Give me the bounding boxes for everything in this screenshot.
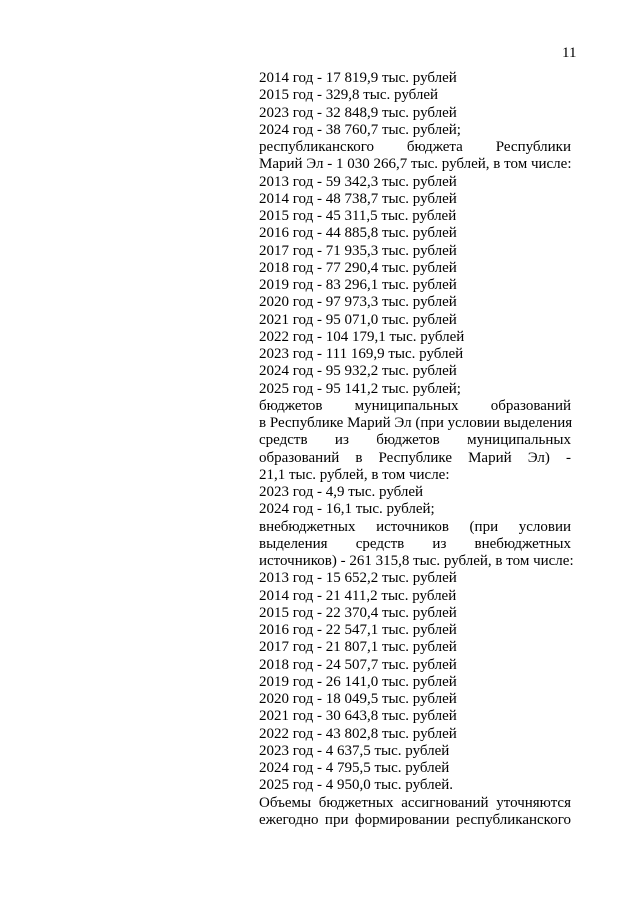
text-line: 2018 год - 77 290,4 тыс. рублей xyxy=(259,259,457,276)
text-line: 2023 год - 111 169,9 тыс. рублей xyxy=(259,346,464,362)
text-line: 2024 год - 16,1 тыс. рублей; xyxy=(259,501,435,518)
text-line: внебюджетных источников (при условии xyxy=(259,518,571,535)
text-line: Марий Эл - 1 030 266,7 тыс. рублей, в том числе: xyxy=(259,156,572,173)
text-line: 2019 год - 26 141,0 тыс. рублей xyxy=(259,673,457,690)
text-line: 2025 год - 4 950,0 тыс. рублей. xyxy=(259,777,454,794)
text-line: 2022 год - 104 179,1 тыс. рублей xyxy=(259,328,465,345)
text-line: 2014 год - 21 411,2 тыс. рублей xyxy=(259,587,457,604)
text-line: 2016 год - 44 885,8 тыс. рублей xyxy=(259,225,457,242)
text-line: 2013 год - 15 652,2 тыс. рублей xyxy=(259,570,457,587)
text-line: 2020 год - 18 049,5 тыс. рублей xyxy=(259,691,457,707)
text-line: Объемы бюджетных ассигнований уточняются xyxy=(259,794,571,811)
text-line: средств из бюджетов муниципальных xyxy=(259,432,571,449)
text-line: 21,1 тыс. рублей, в том числе: xyxy=(259,466,450,483)
text-line: 2023 год - 32 848,9 тыс. рублей xyxy=(259,104,457,121)
text-line: выделения средств из внебюджетных xyxy=(259,535,571,552)
text-line: 2017 год - 21 807,1 тыс. рублей xyxy=(259,639,457,656)
document-text-block xyxy=(259,70,574,829)
text-line: 2021 год - 95 071,0 тыс. рублей xyxy=(259,311,457,328)
text-line: 2015 год - 45 311,5 тыс. рублей xyxy=(259,208,457,224)
text-line: 2015 год - 329,8 тыс. рублей xyxy=(259,87,439,104)
text-line: 2024 год - 4 795,5 тыс. рублей xyxy=(259,760,450,776)
text-line: 2023 год - 4 637,5 тыс. рублей xyxy=(259,742,450,759)
text-line: 2015 год - 22 370,4 тыс. рублей xyxy=(259,604,457,621)
page-number: 11 xyxy=(562,45,577,61)
text-line: 2025 год - 95 141,2 тыс. рублей; xyxy=(259,380,461,397)
text-line: республиканского бюджета Республики xyxy=(259,139,571,155)
text-line: 2013 год - 59 342,3 тыс. рублей xyxy=(259,173,457,190)
text-line: 2019 год - 83 296,1 тыс. рублей xyxy=(259,277,457,293)
text-line: в Республике Марий Эл (при условии выделения xyxy=(259,415,573,431)
text-line: 2022 год - 43 802,8 тыс. рублей xyxy=(259,725,457,742)
text-line: бюджетов муниципальных образований xyxy=(259,397,571,414)
text-line: 2014 год - 17 819,9 тыс. рублей xyxy=(259,70,457,86)
text-line: образований в Республике Марий Эл) - xyxy=(259,449,571,466)
text-line: 2017 год - 71 935,3 тыс. рублей xyxy=(259,242,457,259)
text-line: ежегодно при формировании республиканского xyxy=(259,811,571,828)
text-line: 2023 год - 4,9 тыс. рублей xyxy=(259,484,424,500)
text-line: 2024 год - 95 932,2 тыс. рублей xyxy=(259,363,457,380)
text-line: источников) - 261 315,8 тыс. рублей, в том числе: xyxy=(259,553,574,569)
text-line: 2016 год - 22 547,1 тыс. рублей xyxy=(259,622,457,638)
text-line: 2018 год - 24 507,7 тыс. рублей xyxy=(259,656,457,673)
text-line: 2021 год - 30 643,8 тыс. рублей xyxy=(259,708,457,725)
text-line: 2024 год - 38 760,7 тыс. рублей; xyxy=(259,121,461,138)
text-line: 2014 год - 48 738,7 тыс. рублей xyxy=(259,190,457,207)
text-line: 2020 год - 97 973,3 тыс. рублей xyxy=(259,294,457,311)
